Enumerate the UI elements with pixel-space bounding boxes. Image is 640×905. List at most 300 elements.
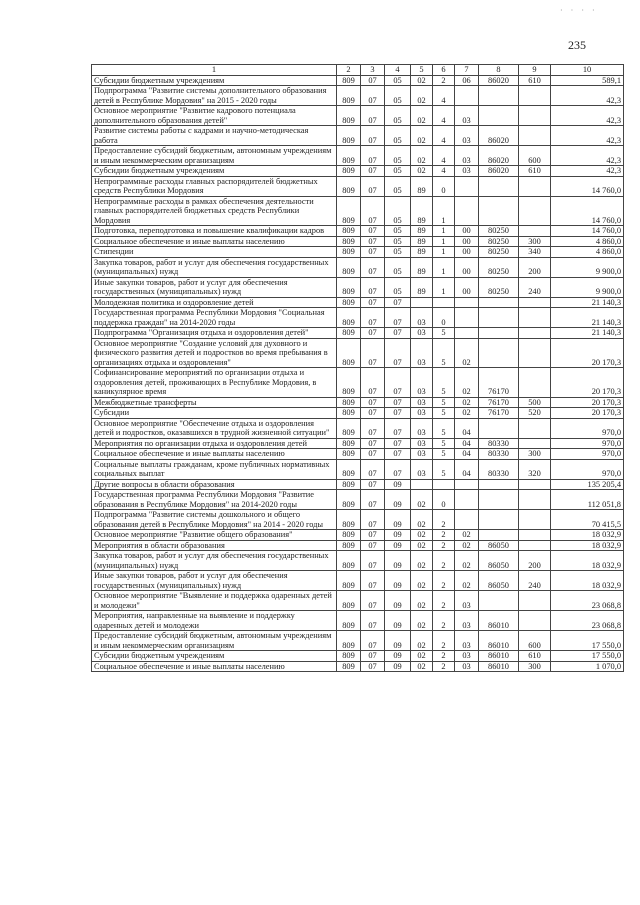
table-row [92,236,624,247]
table-row [92,146,624,166]
row-code: 86020 [479,166,519,177]
row-code [479,418,519,438]
row-code: 07 [385,328,411,339]
row-code: 07 [361,277,385,297]
row-code: 5 [433,449,455,460]
row-code: 02 [455,368,479,398]
row-code [433,479,455,490]
row-code: 89 [411,277,433,297]
row-code: 07 [361,490,385,510]
row-code: 809 [337,297,361,308]
row-code: 89 [411,176,433,196]
table-row [92,277,624,297]
row-description: Стипендии [92,247,337,258]
row-code: 07 [361,611,385,631]
row-code: 809 [337,551,361,571]
row-code: 80250 [479,277,519,297]
row-code: 05 [385,257,411,277]
row-code [519,591,551,611]
column-header: 7 [455,65,479,76]
row-code: 1 [433,277,455,297]
row-code: 809 [337,75,361,86]
row-code [455,308,479,328]
row-amount: 42,3 [551,166,624,177]
table-row [92,631,624,651]
table-row [92,571,624,591]
row-code: 09 [385,490,411,510]
row-code [519,368,551,398]
row-code: 07 [361,368,385,398]
row-code: 03 [411,368,433,398]
row-code: 07 [361,106,385,126]
row-code [519,308,551,328]
table-row [92,397,624,408]
row-code: 80250 [479,226,519,237]
row-code [433,297,455,308]
corner-marks: · · · · [560,6,598,15]
row-code [519,611,551,631]
row-code [479,86,519,106]
row-code: 2 [433,591,455,611]
table-row [92,530,624,541]
row-code: 07 [361,479,385,490]
row-amount: 42,3 [551,126,624,146]
row-code: 02 [411,106,433,126]
row-code: 320 [519,459,551,479]
row-code: 80250 [479,257,519,277]
row-code [455,490,479,510]
row-code: 809 [337,338,361,368]
row-code: 07 [361,328,385,339]
row-code [455,510,479,530]
row-amount: 589,1 [551,75,624,86]
row-code: 07 [361,408,385,419]
row-code: 09 [385,591,411,611]
row-amount: 14 760,0 [551,176,624,196]
row-code [479,176,519,196]
row-code: 809 [337,459,361,479]
row-code: 89 [411,236,433,247]
row-code: 86010 [479,631,519,651]
row-code: 2 [433,540,455,551]
row-description: Иные закупки товаров, работ и услуг для обеспечения государственных (муниципальных) нужд [92,571,337,591]
row-code: 2 [433,510,455,530]
row-code: 00 [455,257,479,277]
row-code: 02 [455,530,479,541]
row-code: 03 [411,338,433,368]
row-description: Социальные выплаты гражданам, кроме публичных нормативных социальных выплат [92,459,337,479]
row-code: 02 [455,571,479,591]
row-code: 86020 [479,75,519,86]
row-amount: 9 900,0 [551,277,624,297]
table-row [92,490,624,510]
row-code: 09 [385,530,411,541]
row-code: 05 [385,75,411,86]
row-code: 809 [337,631,361,651]
row-code: 2 [433,551,455,571]
row-code: 07 [361,591,385,611]
row-code: 809 [337,106,361,126]
row-amount: 17 550,0 [551,631,624,651]
row-code: 809 [337,510,361,530]
row-code [519,86,551,106]
row-code: 02 [411,146,433,166]
row-code: 76170 [479,368,519,398]
row-code: 09 [385,651,411,662]
row-code: 89 [411,247,433,258]
row-code: 5 [433,459,455,479]
row-code: 02 [411,571,433,591]
row-amount: 135 205,4 [551,479,624,490]
row-code: 07 [361,126,385,146]
row-code: 05 [385,126,411,146]
table-row [92,338,624,368]
row-code: 09 [385,611,411,631]
row-code: 05 [385,176,411,196]
row-code: 86010 [479,661,519,672]
row-code: 09 [385,479,411,490]
row-code: 89 [411,226,433,237]
row-code: 86010 [479,611,519,631]
row-amount: 9 900,0 [551,257,624,277]
row-code: 03 [411,449,433,460]
table-row [92,126,624,146]
row-amount: 970,0 [551,438,624,449]
row-description: Основное мероприятие "Развитие кадрового потенциала дополнительного образования детей" [92,106,337,126]
row-description: Межбюджетные трансферты [92,397,337,408]
row-code: 05 [385,166,411,177]
row-amount: 970,0 [551,418,624,438]
row-code: 0 [433,490,455,510]
row-code: 5 [433,328,455,339]
row-code: 02 [455,408,479,419]
row-code: 1 [433,196,455,226]
row-code: 02 [411,591,433,611]
row-code: 02 [411,86,433,106]
row-code: 07 [361,540,385,551]
table-row [92,368,624,398]
row-code: 07 [361,226,385,237]
column-header: 5 [411,65,433,76]
row-code: 07 [361,510,385,530]
row-code [479,591,519,611]
row-code: 86020 [479,146,519,166]
table-row [92,551,624,571]
row-code: 03 [455,651,479,662]
row-code: 4 [433,166,455,177]
row-amount: 23 068,8 [551,591,624,611]
row-code: 02 [411,631,433,651]
row-description: Социальное обеспечение и иные выплаты населению [92,236,337,247]
table-row [92,540,624,551]
row-code: 80250 [479,247,519,258]
row-amount: 18 032,9 [551,571,624,591]
row-code: 89 [411,196,433,226]
row-amount: 18 032,9 [551,530,624,541]
row-code: 00 [455,277,479,297]
row-description: Предоставление субсидий бюджетным, автономным учреждениям и иным некоммерческим организациям [92,631,337,651]
row-code: 4 [433,86,455,106]
row-code: 05 [385,236,411,247]
row-code [519,490,551,510]
row-code: 03 [455,146,479,166]
table-row [92,308,624,328]
row-code: 809 [337,86,361,106]
row-code: 00 [455,247,479,258]
row-amount: 21 140,3 [551,308,624,328]
row-code: 300 [519,661,551,672]
row-code: 86050 [479,540,519,551]
row-code: 07 [361,176,385,196]
row-code: 03 [455,591,479,611]
row-code: 809 [337,530,361,541]
row-code: 300 [519,449,551,460]
row-code: 340 [519,247,551,258]
row-code [479,490,519,510]
row-description: Мероприятия, направленные на выявление и поддержку одаренных детей и молодежи [92,611,337,631]
table-row [92,247,624,258]
row-code: 76170 [479,408,519,419]
row-code: 02 [455,540,479,551]
table-row [92,591,624,611]
row-code: 809 [337,591,361,611]
row-description: Подпрограмма "Развитие системы дошкольного и общего образования детей в Республике Мордовия" на 2014 - 2020 годы [92,510,337,530]
row-code: 2 [433,631,455,651]
row-code [519,510,551,530]
row-code: 240 [519,571,551,591]
row-code: 2 [433,571,455,591]
row-code [479,338,519,368]
row-code [479,196,519,226]
row-description: Непрограммные расходы главных распорядителей бюджетных средств Республики Мордовия [92,176,337,196]
row-code: 02 [411,651,433,662]
row-code [519,226,551,237]
row-code: 809 [337,479,361,490]
row-description: Субсидии [92,408,337,419]
row-code: 04 [455,418,479,438]
table-row [92,75,624,86]
row-code: 05 [385,247,411,258]
table-row [92,449,624,460]
row-code: 600 [519,146,551,166]
row-amount: 17 550,0 [551,651,624,662]
row-amount: 20 170,3 [551,338,624,368]
table-row [92,479,624,490]
row-code: 5 [433,338,455,368]
row-code [455,328,479,339]
row-code: 07 [361,247,385,258]
row-code [479,297,519,308]
row-code: 809 [337,540,361,551]
row-code: 07 [361,530,385,541]
table-row [92,438,624,449]
row-code: 05 [385,196,411,226]
row-code: 200 [519,551,551,571]
table-row [92,106,624,126]
row-code [519,297,551,308]
row-code [411,297,433,308]
row-code: 1 [433,226,455,237]
row-code [519,438,551,449]
row-amount: 4 860,0 [551,247,624,258]
row-code: 02 [455,397,479,408]
row-code: 809 [337,611,361,631]
row-amount: 18 032,9 [551,551,624,571]
row-amount: 970,0 [551,459,624,479]
row-code [519,176,551,196]
row-code: 809 [337,368,361,398]
row-code: 80330 [479,438,519,449]
row-code: 02 [455,551,479,571]
row-amount: 42,3 [551,106,624,126]
row-code: 07 [361,257,385,277]
row-description: Социальное обеспечение и иные выплаты населению [92,449,337,460]
row-code: 1 [433,247,455,258]
row-amount: 70 415,5 [551,510,624,530]
row-code: 0 [433,308,455,328]
table-row [92,176,624,196]
row-code: 07 [361,661,385,672]
row-code: 03 [455,631,479,651]
row-code [519,328,551,339]
row-description: Основное мероприятие "Создание условий для духовного и физического развития детей и подростков во время пребывания в организациях отдыха и оздоровления" [92,338,337,368]
row-code [519,126,551,146]
column-header: 2 [337,65,361,76]
row-code: 07 [361,651,385,662]
row-amount: 4 860,0 [551,236,624,247]
row-code: 1 [433,257,455,277]
row-description: Мероприятия по организации отдыха и оздоровления детей [92,438,337,449]
row-code: 07 [361,571,385,591]
row-code: 07 [385,308,411,328]
table-row [92,661,624,672]
row-description: Государственная программа Республики Мордовия "Развитие образования в Республике Мордовия" на 2014-2020 годы [92,490,337,510]
row-amount: 20 170,3 [551,408,624,419]
table-row [92,226,624,237]
row-code: 02 [411,540,433,551]
row-code: 07 [361,449,385,460]
row-code: 520 [519,408,551,419]
row-code: 05 [385,106,411,126]
row-code: 809 [337,176,361,196]
row-code: 2 [433,651,455,662]
row-code: 89 [411,257,433,277]
row-code: 809 [337,166,361,177]
row-amount: 20 170,3 [551,397,624,408]
row-amount: 20 170,3 [551,368,624,398]
row-code [455,86,479,106]
row-code: 02 [411,166,433,177]
row-code: 09 [385,540,411,551]
row-code: 300 [519,236,551,247]
row-code: 07 [361,308,385,328]
row-code: 00 [455,236,479,247]
row-code: 02 [455,338,479,368]
row-amount: 42,3 [551,146,624,166]
row-code: 07 [385,459,411,479]
row-code: 07 [361,166,385,177]
row-code: 03 [455,126,479,146]
row-code: 86010 [479,651,519,662]
row-amount: 42,3 [551,86,624,106]
row-code: 809 [337,438,361,449]
row-code: 07 [385,449,411,460]
row-code: 809 [337,408,361,419]
table-row [92,297,624,308]
row-code: 5 [433,368,455,398]
row-code [455,196,479,226]
row-code: 07 [385,397,411,408]
row-code [455,479,479,490]
row-code: 86050 [479,551,519,571]
row-code: 809 [337,277,361,297]
row-code: 809 [337,651,361,662]
row-code: 00 [455,226,479,237]
row-amount: 23 068,8 [551,611,624,631]
row-code: 07 [385,408,411,419]
row-code [479,106,519,126]
row-code: 809 [337,257,361,277]
row-description: Основное мероприятие "Развитие общего образования" [92,530,337,541]
row-code: 09 [385,551,411,571]
row-amount: 970,0 [551,449,624,460]
row-code [519,530,551,541]
row-code: 02 [411,530,433,541]
row-code: 02 [411,510,433,530]
row-code: 02 [411,661,433,672]
table-row [92,459,624,479]
row-code: 04 [455,449,479,460]
row-code: 03 [411,308,433,328]
row-code: 1 [433,236,455,247]
row-description: Закупка товаров, работ и услуг для обеспечения государственных (муниципальных) нужд [92,551,337,571]
row-description: Развитие системы работы с кадрами и научно-методическая работа [92,126,337,146]
row-code: 04 [455,438,479,449]
row-description: Непрограммные расходы в рамках обеспечения деятельности главных распорядителей бюджетных средств Республики Мордовия [92,196,337,226]
row-code: 4 [433,106,455,126]
row-description: Молодежная политика и оздоровление детей [92,297,337,308]
row-code: 07 [361,75,385,86]
row-description: Субсидии бюджетным учреждениям [92,166,337,177]
row-code: 809 [337,661,361,672]
row-code: 809 [337,236,361,247]
row-code: 03 [455,611,479,631]
table-row [92,166,624,177]
row-description: Иные закупки товаров, работ и услуг для обеспечения государственных (муниципальных) нужд [92,277,337,297]
row-code: 05 [385,226,411,237]
row-code: 07 [385,418,411,438]
row-code: 809 [337,196,361,226]
column-header: 9 [519,65,551,76]
row-code: 80330 [479,459,519,479]
row-code: 2 [433,75,455,86]
column-header: 6 [433,65,455,76]
table-row [92,196,624,226]
row-code: 07 [361,146,385,166]
row-code: 09 [385,571,411,591]
row-code: 07 [385,297,411,308]
row-code: 80330 [479,449,519,460]
row-code [519,479,551,490]
row-code: 07 [361,196,385,226]
row-code [411,479,433,490]
row-code: 809 [337,308,361,328]
row-code: 04 [455,459,479,479]
row-description: Подпрограмма "Организация отдыха и оздоровления детей" [92,328,337,339]
row-description: Софинансирование мероприятий по организации отдыха и оздоровления детей, проживающих в Республике Мордовия, в каникулярное время [92,368,337,398]
row-code: 07 [385,368,411,398]
row-code: 2 [433,661,455,672]
